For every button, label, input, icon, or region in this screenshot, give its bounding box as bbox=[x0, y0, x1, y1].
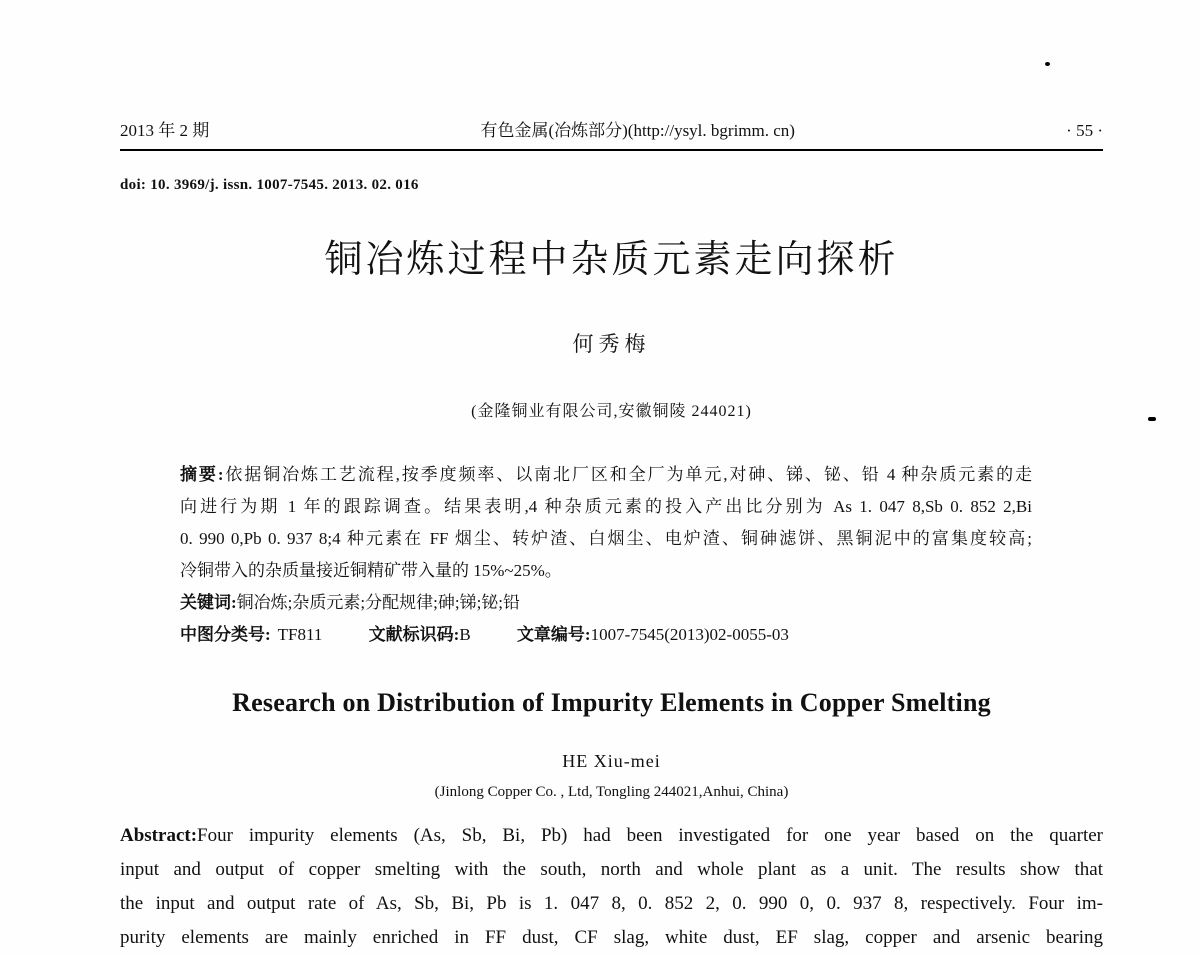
running-head bbox=[120, 116, 1103, 151]
abstract-cn-text: 依据铜冶炼工艺流程,按季度频率、以南北厂区和全厂为单元,对砷、锑、铋、铅 4 种杂质元素的走 bbox=[223, 464, 1032, 484]
journal-title: 有色金属(冶炼部分)(http://ysyl. bgrimm. cn) bbox=[480, 121, 795, 140]
abstract-en-line: input and output of copper smelting with the south, north and whole plant as a unit. The results show that bbox=[120, 858, 1103, 880]
abstract-cn-line: 冷铜带入的杂质量接近铜精矿带入量的 15%~25%。 bbox=[180, 560, 562, 580]
journal-page bbox=[120, 116, 1103, 955]
classification-line bbox=[180, 619, 1032, 651]
doc-code-label: 文献标识码: bbox=[368, 624, 460, 644]
scan-artifact bbox=[1045, 62, 1050, 66]
abstract-en-line bbox=[120, 819, 1103, 853]
affiliation-en: (Jinlong Copper Co. , Ltd, Tongling 244021,Anhui, China) bbox=[434, 783, 789, 800]
abstract-cn-line bbox=[180, 459, 1032, 491]
abstract-cn bbox=[180, 459, 1032, 651]
doc-code-group bbox=[369, 625, 471, 644]
doc-code-value: B bbox=[459, 624, 471, 644]
doi-line: doi: 10. 3969/j. issn. 1007-7545. 2013. 02. 016 bbox=[120, 177, 419, 193]
keywords-label: 关键词: bbox=[180, 592, 237, 612]
affiliation-cn: (金隆铜业有限公司,安徽铜陵 244021) bbox=[471, 402, 752, 420]
abstract-cn-line: 0. 990 0,Pb 0. 937 8;4 种元素在 FF 烟尘、转炉渣、白烟尘、电炉渣、铜砷滤饼、黑铜泥中的富集度较高; bbox=[180, 528, 1032, 548]
abstract-en-line: the input and output rate of As, Sb, Bi, Pb is 1. 047 8, 0. 852 2, 0. 990 0, 0. 937 8, respectively. Four im- bbox=[120, 892, 1103, 914]
abstract-cn-line: 向进行为期 1 年的跟踪调查。结果表明,4 种杂质元素的投入产出比分别为 As 1. 047 8,Sb 0. 852 2,Bi bbox=[180, 496, 1032, 516]
author-name-cn: 何秀梅 bbox=[572, 331, 651, 356]
clc-group bbox=[180, 625, 322, 644]
article-title-cn: 铜冶炼过程中杂质元素走向探析 bbox=[324, 239, 899, 281]
keywords-text: 铜冶炼;杂质元素;分配规律;砷;锑;铋;铅 bbox=[236, 592, 521, 612]
article-id-label: 文章编号: bbox=[516, 624, 591, 644]
abstract-en bbox=[120, 819, 1103, 955]
abstract-label-cn: 摘要: bbox=[180, 464, 224, 484]
abstract-en-line: purity elements are mainly enriched in FF dust, CF slag, white dust, EF slag, copper and arsenic bearing bbox=[120, 926, 1103, 948]
abstract-label-en: Abstract: bbox=[120, 824, 198, 846]
clc-value: TF811 bbox=[277, 624, 323, 644]
keywords-line bbox=[180, 587, 1032, 619]
article-id-value: 1007-7545(2013)02-0055-03 bbox=[590, 624, 789, 644]
issue-label: 2013 年 2 期 bbox=[120, 121, 210, 140]
scan-artifact bbox=[1148, 417, 1156, 421]
clc-label: 中图分类号: bbox=[180, 624, 271, 644]
author-name-en: HE Xiu-mei bbox=[562, 750, 661, 771]
article-id-group bbox=[517, 625, 789, 644]
abstract-en-text: Four impurity elements (As, Sb, Bi, Pb) had been investigated for one year based on the quarter bbox=[197, 824, 1103, 846]
article-title-en: Research on Distribution of Impurity Elements in Copper Smelting bbox=[232, 687, 991, 717]
page-number: · 55 · bbox=[1066, 121, 1103, 140]
